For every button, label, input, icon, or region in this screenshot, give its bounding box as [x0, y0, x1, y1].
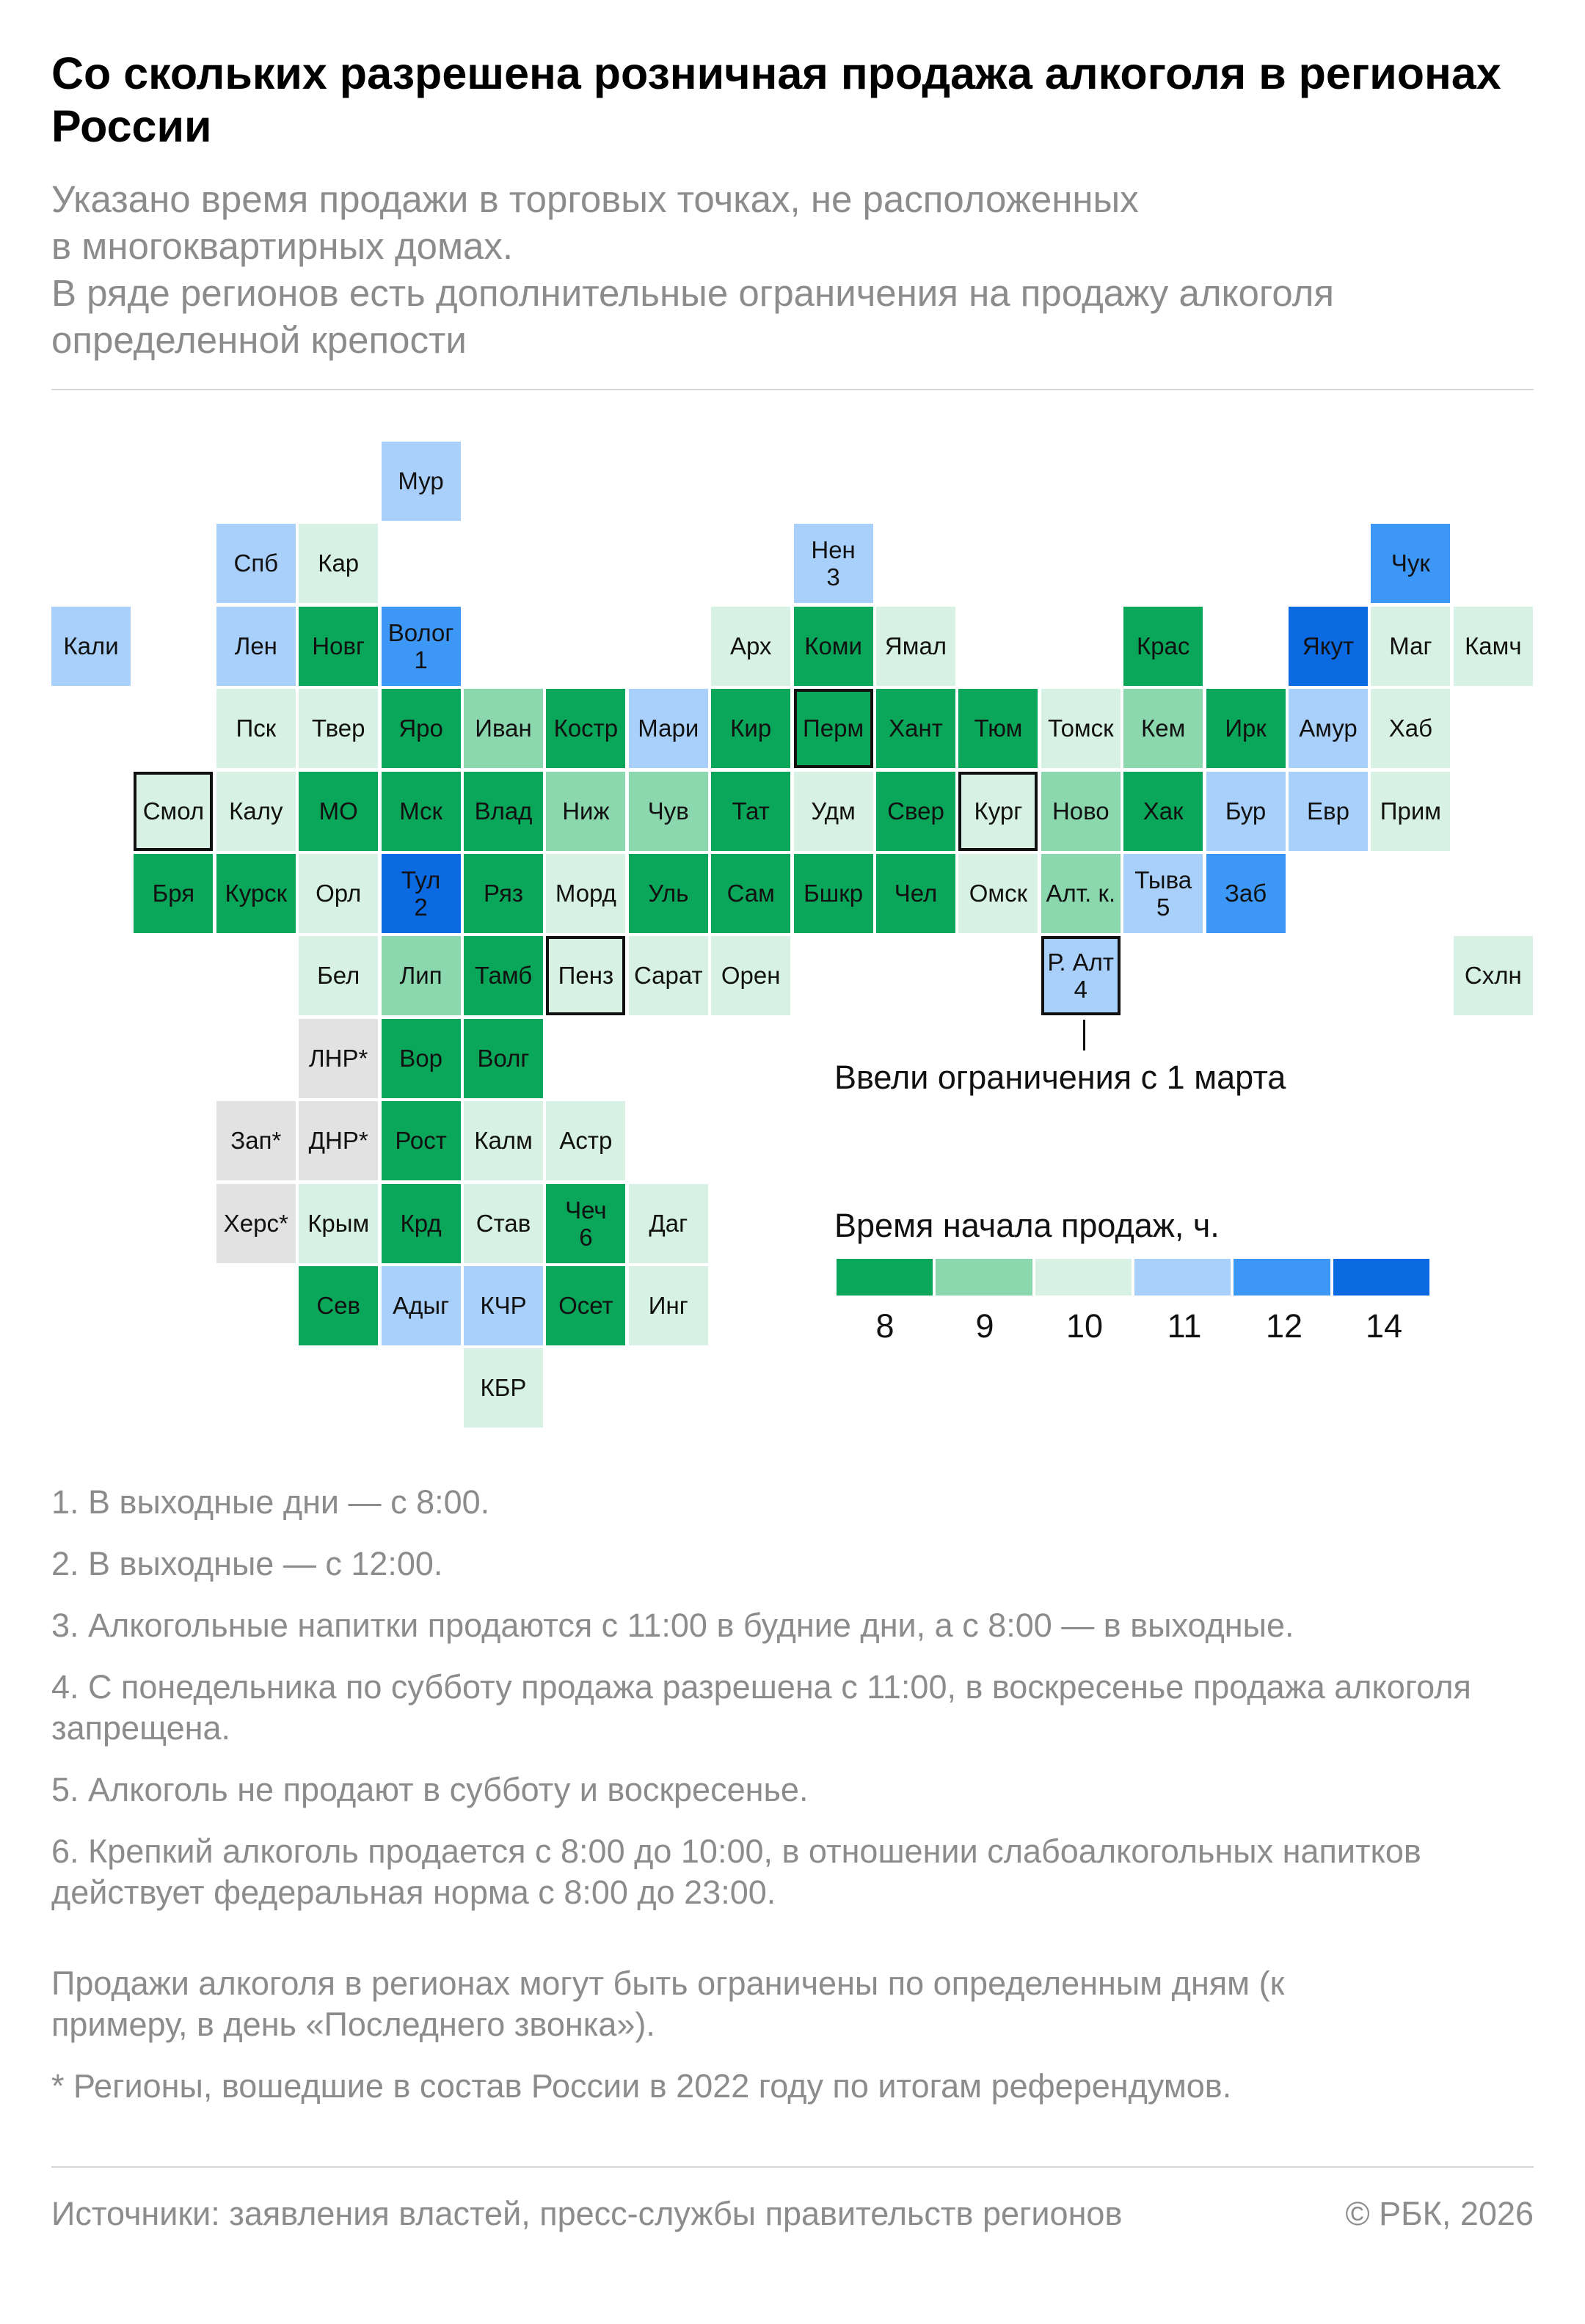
region-label: Хак [1143, 797, 1184, 825]
region-tile [216, 1184, 296, 1263]
region-tile [382, 1184, 461, 1263]
note-text: * Регионы, вошедшие в состав России в 2022 году по итогам референдумов. [51, 2067, 1232, 2105]
region-tile [382, 607, 461, 686]
region-tile [546, 936, 625, 1015]
region-tile [546, 689, 625, 768]
region-label: Пск [236, 715, 277, 742]
region-tile [464, 1348, 543, 1428]
region-tile [958, 854, 1038, 933]
region-tile [382, 772, 461, 851]
region-label: Якут [1302, 632, 1355, 659]
region-footnote-marker: 1 [414, 646, 428, 673]
region-tile [1206, 772, 1286, 851]
region-tile [629, 854, 708, 933]
region-label: Лип [399, 962, 442, 990]
region-label: Кург [974, 797, 1023, 825]
legend-swatch [1234, 1259, 1330, 1296]
region-label: Яро [398, 715, 443, 742]
region-tile [299, 1101, 378, 1180]
region-tile [464, 936, 543, 1015]
region-label: Перм [803, 715, 864, 742]
region-tile [711, 607, 790, 686]
region-label: Маг [1389, 632, 1432, 659]
legend-label: 10 [1065, 1307, 1104, 1345]
region-tile [1123, 689, 1203, 768]
region-label: Чук [1391, 549, 1430, 577]
region-label: Калу [229, 797, 283, 825]
region-label: Новг [312, 632, 365, 659]
region-tile [1041, 854, 1121, 933]
region-label: Кем [1141, 715, 1186, 742]
region-tile [711, 772, 790, 851]
region-label: Иван [475, 715, 532, 742]
region-tile [1041, 772, 1121, 851]
region-label: Даг [649, 1209, 688, 1237]
region-label: ЛНР* [309, 1044, 368, 1072]
legend-label: 12 [1265, 1307, 1303, 1345]
region-label: Чеч [565, 1196, 607, 1224]
region-tile [382, 1019, 461, 1098]
region-label: Омск [969, 880, 1028, 907]
callout-label: Ввели ограничения с 1 марта [834, 1059, 1286, 1096]
region-tile [216, 689, 296, 768]
legend-label: 8 [875, 1307, 894, 1345]
extra-notes [51, 1963, 1548, 2127]
region-tile [794, 524, 873, 603]
region-tile [546, 772, 625, 851]
legend-swatch [1134, 1259, 1231, 1296]
region-label: Сам [726, 880, 775, 907]
region-label: Мск [399, 797, 442, 825]
region-tile [134, 772, 213, 851]
region-label: Сарат [633, 962, 703, 990]
region-label: Орл [316, 880, 362, 907]
region-label: Алт. к. [1046, 880, 1116, 907]
region-label: Амур [1299, 715, 1358, 742]
region-label: Мур [398, 467, 444, 494]
region-label: Сев [316, 1292, 361, 1319]
legend-labels [837, 1306, 1435, 1350]
region-label: Орен [721, 962, 781, 990]
region-tile [958, 689, 1038, 768]
footer-divider [51, 2166, 1534, 2168]
region-label: Заб [1225, 880, 1267, 907]
region-label: Чув [647, 797, 689, 825]
region-tile [382, 1266, 461, 1345]
callout-leader-line [1083, 1020, 1085, 1050]
region-tile [299, 607, 378, 686]
region-tile [464, 772, 543, 851]
subtitle-line: определенной крепости [51, 319, 467, 361]
region-label: Нен [811, 536, 856, 564]
region-label: Удм [811, 797, 856, 825]
footnote: 2. В выходные — с 12:00. [51, 1545, 443, 1582]
region-label: Ямал [884, 632, 947, 659]
region-label: Тамб [474, 962, 533, 990]
region-tile [1123, 854, 1203, 933]
legend-swatch [837, 1259, 933, 1296]
header-divider [51, 389, 1534, 390]
region-tile [464, 1101, 543, 1180]
region-tile [629, 689, 708, 768]
legend-swatch [1035, 1259, 1132, 1296]
region-tile [382, 936, 461, 1015]
region-footnote-marker: 5 [1156, 894, 1170, 921]
region-label: Спб [233, 549, 279, 577]
region-label: Бел [317, 962, 360, 990]
region-label: ДНР* [308, 1127, 368, 1155]
region-tile [299, 524, 378, 603]
region-label: Арх [729, 632, 772, 659]
region-label: Кали [63, 632, 119, 659]
region-label: Хант [889, 715, 943, 742]
region-tile [464, 1019, 543, 1098]
region-label: КБР [480, 1374, 527, 1402]
footnote: 6. Крепкий алкоголь продается с 8:00 до 10:00, в отношении слабоалкогольных напитков действует федеральная норма с 8:00 до 23:00. [51, 1832, 1421, 1911]
region-label: Ирк [1225, 715, 1267, 742]
region-label: Евр [1307, 797, 1349, 825]
region-tile [1123, 607, 1203, 686]
region-tile [794, 607, 873, 686]
note-text: Продажи алкоголя в регионах могут быть ограничены по определенным дням (к примеру, в день «Последнего звонка»). [51, 1965, 1285, 2043]
footnote: 5. Алкоголь не продают в субботу и воскресенье. [51, 1771, 809, 1808]
chart-subtitle [51, 176, 1563, 364]
region-label: Волог [387, 618, 454, 646]
region-tile [216, 772, 296, 851]
legend-color-bar [837, 1259, 1432, 1296]
region-tile [216, 607, 296, 686]
region-tile [629, 772, 708, 851]
region-tile [382, 689, 461, 768]
region-label: Астр [559, 1127, 613, 1155]
region-tile [1454, 607, 1533, 686]
region-label: Уль [648, 880, 689, 907]
region-label: Схлн [1464, 962, 1522, 990]
footnote: 1. В выходные дни — с 8:00. [51, 1483, 490, 1521]
region-footnote-marker: 3 [826, 563, 840, 591]
region-tile [546, 1266, 625, 1345]
region-tile [629, 1184, 708, 1263]
region-tile [546, 854, 625, 933]
subtitle-line: Указано время продажи в торговых точках, не расположенных [51, 178, 1139, 220]
region-label: Твер [311, 715, 365, 742]
region-label: Лен [234, 632, 277, 659]
region-label: Смол [142, 797, 205, 825]
region-tile [299, 772, 378, 851]
region-label: Ниж [562, 797, 610, 825]
region-tile [876, 607, 955, 686]
region-label: Влад [474, 797, 533, 825]
legend-swatch [1333, 1259, 1429, 1296]
region-label: Крас [1136, 632, 1190, 659]
region-label: Костр [553, 715, 619, 742]
region-tile [1371, 607, 1450, 686]
region-label: Став [476, 1209, 531, 1237]
subtitle-line: В ряде регионов есть дополнительные ограничения на продажу алкоголя [51, 272, 1334, 314]
region-label: Зап* [230, 1127, 282, 1155]
region-tile [299, 936, 378, 1015]
region-footnote-marker: 2 [414, 894, 428, 921]
region-label: Тул [401, 866, 441, 894]
legend-label: 9 [975, 1307, 994, 1345]
region-footnote-marker: 4 [1074, 976, 1087, 1004]
region-label: Волг [477, 1044, 530, 1072]
footnote: 3. Алкогольные напитки продаются с 11:00 в будние дни, а с 8:00 — в выходные. [51, 1607, 1294, 1644]
region-tile [1289, 689, 1368, 768]
region-label: Тюм [974, 715, 1023, 742]
region-tile [876, 689, 955, 768]
region-label: Херс* [223, 1209, 288, 1237]
region-tile [216, 524, 296, 603]
region-tile [464, 1184, 543, 1263]
region-label: Адыг [393, 1292, 450, 1319]
region-tile [1123, 772, 1203, 851]
region-tile [299, 1019, 378, 1098]
region-label: Камч [1465, 632, 1522, 659]
region-label: Калм [474, 1127, 533, 1155]
region-label: Ряз [484, 880, 523, 907]
region-tile [876, 772, 955, 851]
region-label: Пенз [558, 962, 614, 990]
region-tile [1206, 689, 1286, 768]
region-tile [629, 936, 708, 1015]
legend-title: Время начала продаж, ч. [834, 1207, 1220, 1244]
region-footnote-marker: 6 [579, 1223, 593, 1251]
region-label: Коми [804, 632, 862, 659]
region-tile [1041, 689, 1121, 768]
footnote: 4. С понедельника по субботу продажа разрешена с 11:00, в воскресенье продажа алкоголя запрещена. [51, 1668, 1471, 1747]
region-label: Мари [638, 715, 699, 742]
region-label: Ново [1052, 797, 1110, 825]
region-tile [711, 936, 790, 1015]
footnotes [51, 1482, 1548, 1934]
region-label: Инг [648, 1292, 688, 1319]
legend-label: 11 [1167, 1307, 1202, 1345]
region-label: Хаб [1388, 715, 1433, 742]
region-tile [299, 854, 378, 933]
region-label: Рост [395, 1127, 447, 1155]
region-tile [1371, 524, 1450, 603]
region-tile [1454, 936, 1533, 1015]
region-label: Осет [558, 1292, 613, 1319]
region-tile [382, 854, 461, 933]
region-label: Кир [730, 715, 772, 742]
source-text: Источники: заявления властей, пресс-службы правительств регионов [51, 2195, 1123, 2232]
chart-title: Со скольких разрешена розничная продажа алкоголя в регионах России [51, 48, 1501, 151]
region-label: Бшкр [804, 880, 864, 907]
region-label: Чел [894, 880, 938, 907]
subtitle-line: в многоквартирных домах. [51, 225, 514, 267]
region-tile [711, 689, 790, 768]
region-label: Вор [399, 1044, 442, 1072]
region-tile [216, 854, 296, 933]
region-label: Курск [225, 880, 288, 907]
region-label: Р. Алт [1047, 949, 1115, 976]
copyright-text: © РБК, 2026 [1345, 2195, 1534, 2232]
region-tile [1206, 854, 1286, 933]
region-label: Крым [307, 1209, 370, 1237]
legend-swatch [936, 1259, 1032, 1296]
region-tile [382, 1101, 461, 1180]
region-label: Тыва [1134, 866, 1192, 894]
region-label: Тат [732, 797, 770, 825]
region-tile [1289, 772, 1368, 851]
legend-label: 14 [1365, 1307, 1403, 1345]
region-tile [794, 772, 873, 851]
region-tile [958, 772, 1038, 851]
region-tile [216, 1101, 296, 1180]
region-label: Бря [152, 880, 195, 907]
region-tile [299, 1184, 378, 1263]
region-tile [794, 689, 873, 768]
region-label: Прим [1380, 797, 1441, 825]
region-tile [382, 442, 461, 521]
region-tile [629, 1266, 708, 1345]
region-tile [464, 1266, 543, 1345]
region-tile [299, 1266, 378, 1345]
region-label: Бур [1225, 797, 1267, 825]
region-tile [1041, 936, 1121, 1015]
region-label: Томск [1048, 715, 1114, 742]
region-tile [546, 1184, 625, 1263]
region-tile [51, 607, 131, 686]
region-tile [794, 854, 873, 933]
region-tile [464, 689, 543, 768]
region-label: Свер [887, 797, 944, 825]
region-label: Кар [318, 549, 360, 577]
region-tile [1371, 772, 1450, 851]
region-label: Морд [555, 880, 616, 907]
region-tile [299, 689, 378, 768]
region-label: Крд [400, 1209, 442, 1237]
region-label: МО [318, 797, 358, 825]
region-tile [711, 854, 790, 933]
region-tile [134, 854, 213, 933]
region-tile [464, 854, 543, 933]
region-label: КЧР [480, 1292, 527, 1319]
region-tile [876, 854, 955, 933]
region-tile [546, 1101, 625, 1180]
region-tile [1289, 607, 1368, 686]
region-tile [1371, 689, 1450, 768]
